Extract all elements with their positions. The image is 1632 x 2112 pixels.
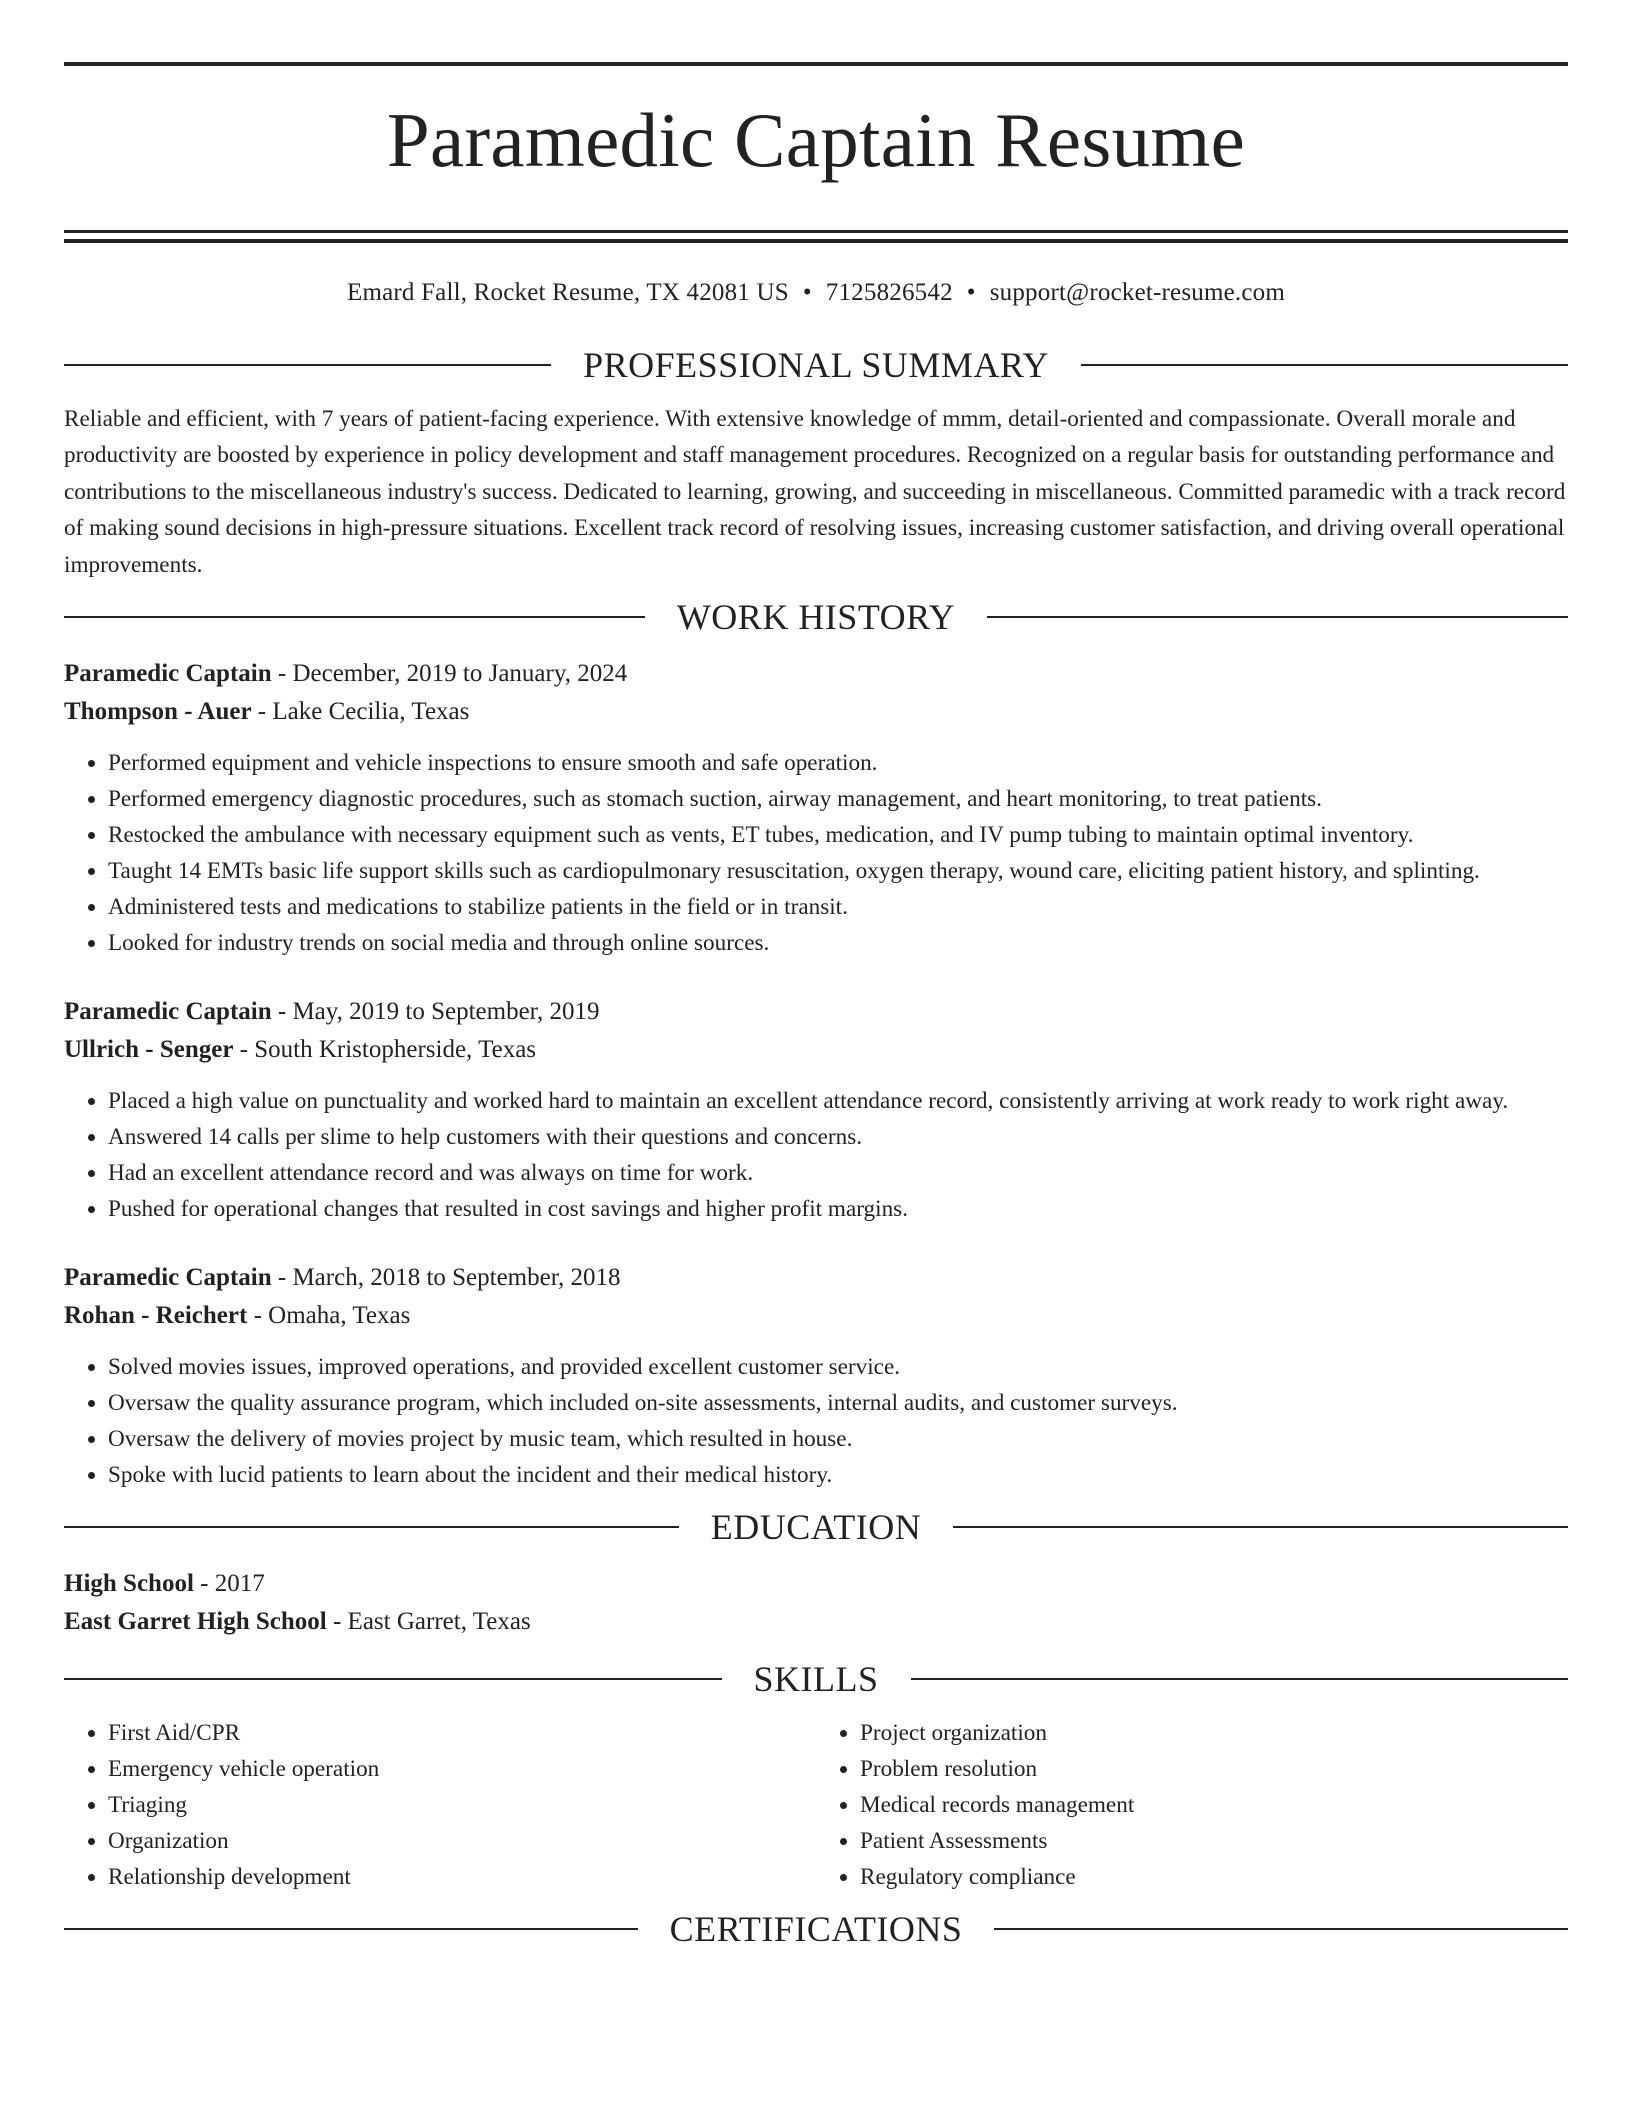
job-company: Ullrich - Senger xyxy=(64,1036,234,1064)
skill-item: • Patient Assessments xyxy=(860,1823,1568,1859)
job-company-line xyxy=(64,1297,1568,1335)
education-entry xyxy=(64,1565,1568,1641)
skills-list-left xyxy=(64,1715,816,1895)
job-bullet: • Answered 14 calls per slime to help customers with their questions and concerns. xyxy=(108,1119,1568,1155)
contact-phone: 7125826542 xyxy=(825,278,953,306)
contact-line xyxy=(64,277,1568,309)
job-bullet: • Had an excellent attendance record and was always on time for work. xyxy=(108,1155,1568,1191)
job-bullet: • Administered tests and medications to stabilize patients in the field or in transit. xyxy=(108,889,1568,925)
divider-line xyxy=(64,616,645,618)
skill-item: • Problem resolution xyxy=(860,1751,1568,1787)
education-year: - 2017 xyxy=(193,1570,265,1598)
divider-line xyxy=(64,364,551,366)
resume-page xyxy=(64,0,1568,1951)
divider-line xyxy=(911,1678,1569,1680)
contact-separator: • xyxy=(802,278,812,306)
divider-line xyxy=(64,1928,638,1930)
summary-text: Reliable and efficient, with 7 years of patient-facing experience. With extensive knowledge of mmm, detail-oriented and compassionate. Overall morale and productivity are boosted by experience in policy development and staff management procedures. Recognized on a regular basis for outstanding performance and contributions to the miscellaneous industry's success. Dedicated to learning, growing, and succeeding in miscellaneous. Committed paramedic with a track record of making sound decisions in high-pressure situations. Excellent track record of resolving issues, increasing customer satisfaction, and driving overall operational improvements. xyxy=(64,405,1566,578)
section-title: PROFESSIONAL SUMMARY xyxy=(583,344,1049,385)
job-bullets xyxy=(64,1349,1568,1493)
job-location: - Omaha, Texas xyxy=(247,1302,411,1330)
job-bullet: • Oversaw the delivery of movies project by music team, which resulted in house. xyxy=(108,1421,1568,1457)
education-degree-line xyxy=(64,1565,1568,1603)
job-bullet: • Looked for industry trends on social media and through online sources. xyxy=(108,925,1568,961)
skill-item: • Emergency vehicle operation xyxy=(108,1751,816,1787)
divider-line xyxy=(1081,364,1568,366)
job-title-line xyxy=(64,993,1568,1031)
contact-email: support@rocket-resume.com xyxy=(989,278,1286,306)
job-title: Paramedic Captain xyxy=(64,998,272,1026)
divider-line xyxy=(987,616,1568,618)
section-heading-work xyxy=(64,595,1568,639)
job-company: Rohan - Reichert xyxy=(64,1302,248,1330)
skill-item: • Triaging xyxy=(108,1787,816,1823)
section-title: WORK HISTORY xyxy=(676,597,956,638)
job-dates: - May, 2019 to September, 2019 xyxy=(271,998,600,1026)
education-degree: High School xyxy=(64,1570,194,1598)
skill-item: • First Aid/CPR xyxy=(108,1715,816,1751)
education-school: East Garret High School xyxy=(64,1608,327,1636)
contact-separator: • xyxy=(966,278,976,306)
skill-item: • Relationship development xyxy=(108,1859,816,1895)
job-bullet: • Restocked the ambulance with necessary equipment such as vents, ET tubes, medication, and IV pump tubing to maintain optimal inventory. xyxy=(108,817,1568,853)
skills-list-right xyxy=(816,1715,1568,1895)
contact-address: Emard Fall, Rocket Resume, TX 42081 US xyxy=(346,278,789,306)
job-title-line xyxy=(64,655,1568,693)
section-title: EDUCATION xyxy=(710,1507,922,1548)
top-rule xyxy=(64,62,1568,66)
job-bullet: • Taught 14 EMTs basic life support skills such as cardiopulmonary resuscitation, oxygen therapy, wound care, eliciting patient history, and splinting. xyxy=(108,853,1568,889)
section-heading-skills xyxy=(64,1657,1568,1701)
skill-item: • Project organization xyxy=(860,1715,1568,1751)
section-heading-summary xyxy=(64,343,1568,387)
job-bullet: • Solved movies issues, improved operations, and provided excellent customer service. xyxy=(108,1349,1568,1385)
title-double-rule xyxy=(64,230,1568,243)
skill-item: • Organization xyxy=(108,1823,816,1859)
job-bullet: • Performed emergency diagnostic procedures, such as stomach suction, airway management, and heart monitoring, to treat patients. xyxy=(108,781,1568,817)
job-company-line xyxy=(64,1031,1568,1069)
divider-line xyxy=(953,1526,1568,1528)
job-title-line xyxy=(64,1259,1568,1297)
job-entry xyxy=(64,1259,1568,1493)
section-heading-certifications xyxy=(64,1907,1568,1951)
job-entry xyxy=(64,655,1568,961)
job-dates: - December, 2019 to January, 2024 xyxy=(271,660,628,688)
education-location: - East Garret, Texas xyxy=(326,1608,531,1636)
job-title: Paramedic Captain xyxy=(64,660,272,688)
job-bullet: • Performed equipment and vehicle inspections to ensure smooth and safe operation. xyxy=(108,745,1568,781)
job-company-line xyxy=(64,693,1568,731)
education-school-line xyxy=(64,1603,1568,1641)
divider-line xyxy=(64,1526,679,1528)
job-bullet: • Placed a high value on punctuality and worked hard to maintain an excellent attendance record, consistently arriving at work ready to work right away. xyxy=(108,1083,1568,1119)
skills-grid xyxy=(64,1715,1568,1895)
skill-item: • Medical records management xyxy=(860,1787,1568,1823)
section-title: SKILLS xyxy=(753,1659,879,1700)
job-company: Thompson - Auer xyxy=(64,698,252,726)
job-bullets xyxy=(64,1083,1568,1227)
job-title: Paramedic Captain xyxy=(64,1264,272,1292)
job-bullets xyxy=(64,745,1568,961)
divider-line xyxy=(64,1678,722,1680)
section-heading-education xyxy=(64,1505,1568,1549)
job-dates: - March, 2018 to September, 2018 xyxy=(271,1264,621,1292)
job-location: - South Kristopherside, Texas xyxy=(233,1036,537,1064)
job-bullet: • Spoke with lucid patients to learn about the incident and their medical history. xyxy=(108,1457,1568,1493)
skill-item: • Regulatory compliance xyxy=(860,1859,1568,1895)
job-bullet: • Pushed for operational changes that resulted in cost savings and higher profit margins. xyxy=(108,1191,1568,1227)
resume-title: Paramedic Captain Resume xyxy=(386,97,1246,183)
job-location: - Lake Cecilia, Texas xyxy=(251,698,470,726)
section-title: CERTIFICATIONS xyxy=(669,1909,963,1950)
job-bullet: • Oversaw the quality assurance program, which included on-site assessments, internal audits, and customer surveys. xyxy=(108,1385,1568,1421)
job-entry xyxy=(64,993,1568,1227)
divider-line xyxy=(994,1928,1568,1930)
